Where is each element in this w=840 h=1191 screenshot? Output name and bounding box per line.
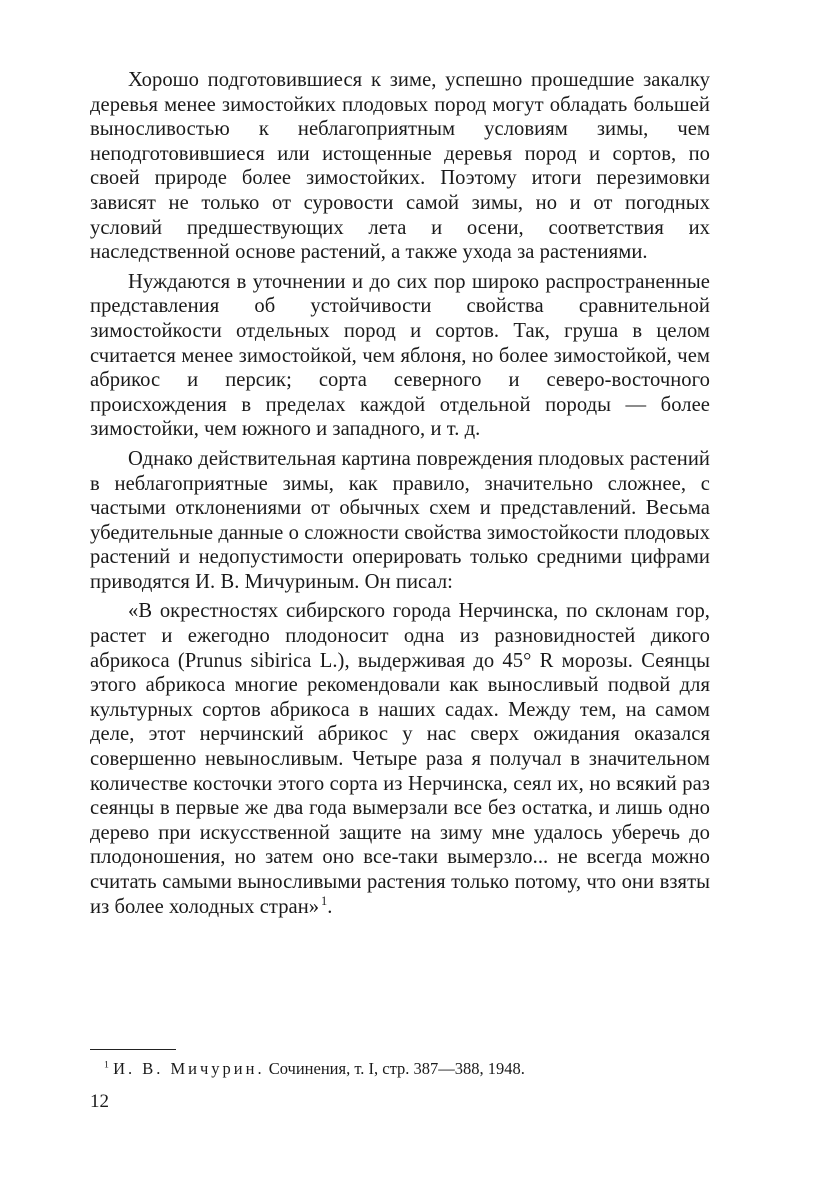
footnote-marker: 1 bbox=[104, 1059, 109, 1071]
paragraph-2: Нуждаются в уточнении и до сих пор широко распространенные представления об устойчивости свойства сравнительной зимостойкости отдельных пород и сортов. Так, груша в целом считается менее зимостойкой, чем яблоня, но более зимостойкой, чем абрикос и персик; сорта северного и северо-восточного происхождения в пределах каждой отдельной породы — более зимостойки, чем южного и западного, и т. д. bbox=[90, 270, 710, 441]
quotation-text: «В окрестностях сибирского города Нерчинска, по склонам гор, растет и ежегодно плодоносит одна из разновидностей дикого абрикоса (Prunus sibirica L.), выдерживая до 45° R морозы. Сеянцы этого абрикоса многие рекомендовали как выносливый подвой для культурных сортов абрикоса в наших садах. Между тем, на самом деле, этот нерчинский абрикос у нас сверх ожидания оказался совершенно невыносливым. Четыре раза я получал в значительном количестве косточки этого сорта из Нерчинска, сеял их, но всякий раз сеянцы в первые же два года вымерзали все без остатка, и лишь одно дерево при искусственной защите на зиму мне удалось уберечь до плодоношения, но затем оно все-таки вымерзло... не всегда можно считать самыми выносливыми растения только потому, что они взяты из более холодных стран» bbox=[90, 600, 710, 918]
footnote-citation: Сочинения, т. I, стр. 387—388, 1948. bbox=[268, 1059, 525, 1078]
footnote bbox=[104, 1059, 525, 1079]
footnote-reference: 1 bbox=[320, 893, 328, 908]
paragraph-1: Хорошо подготовившиеся к зиме, успешно прошедшие закалку деревья менее зимостойких плодовых пород могут обладать большей выносливостью к неблагоприятным условиям зимы, чем неподготовившиеся или истощенные деревья пород и сортов, по своей природе более зимостойких. Поэтому итоги перезимовки зависят не только от суровости самой зимы, но и от погодных условий предшествующих лета и осени, соответствия их наследственной основе растений, а также ухода за растениями. bbox=[90, 69, 710, 264]
quotation-paragraph: «В окрестностях сибирского города Нерчинска, по склонам гор, растет и ежегодно плодоносит одна из разновидностей дикого абрикоса (Prunus sibirica L.), выдерживая до 45° R морозы. Сеянцы этого абрикоса многие рекомендовали как выносливый подвой для культурных сортов абрикоса в наших садах. Между тем, на самом деле, этот нерчинский абрикос у нас сверх ожидания оказался совершенно невыносливым. Четыре раза я получал в значительном количестве косточки этого сорта из Нерчинска, сеял их, но всякий раз сеянцы в первые же два года вымерзали все без остатка, и лишь одно дерево при искусственной защите на зиму мне удалось уберечь до плодоношения, но затем оно все-таки вымерзло... не всегда можно считать самыми выносливыми растения только потому, что они взяты из более холодных стран» $^1$. bbox=[90, 600, 710, 918]
paragraph-3: Однако действительная картина повреждения плодовых растений в неблагоприятные зимы, как правило, значительно сложнее, с частыми отклонениями от обычных схем и представлений. Весьма убедительные данные о сложности свойства зимостойкости плодовых растений и недопустимости оперировать только средними цифрами приводятся И. В. Мичуриным. Он писал: bbox=[90, 447, 710, 593]
page-body bbox=[90, 68, 710, 919]
footnote-author: И. В. Мичурин. bbox=[113, 1059, 265, 1078]
page-number: 12 bbox=[90, 1091, 109, 1112]
footnote-divider bbox=[90, 1049, 176, 1050]
